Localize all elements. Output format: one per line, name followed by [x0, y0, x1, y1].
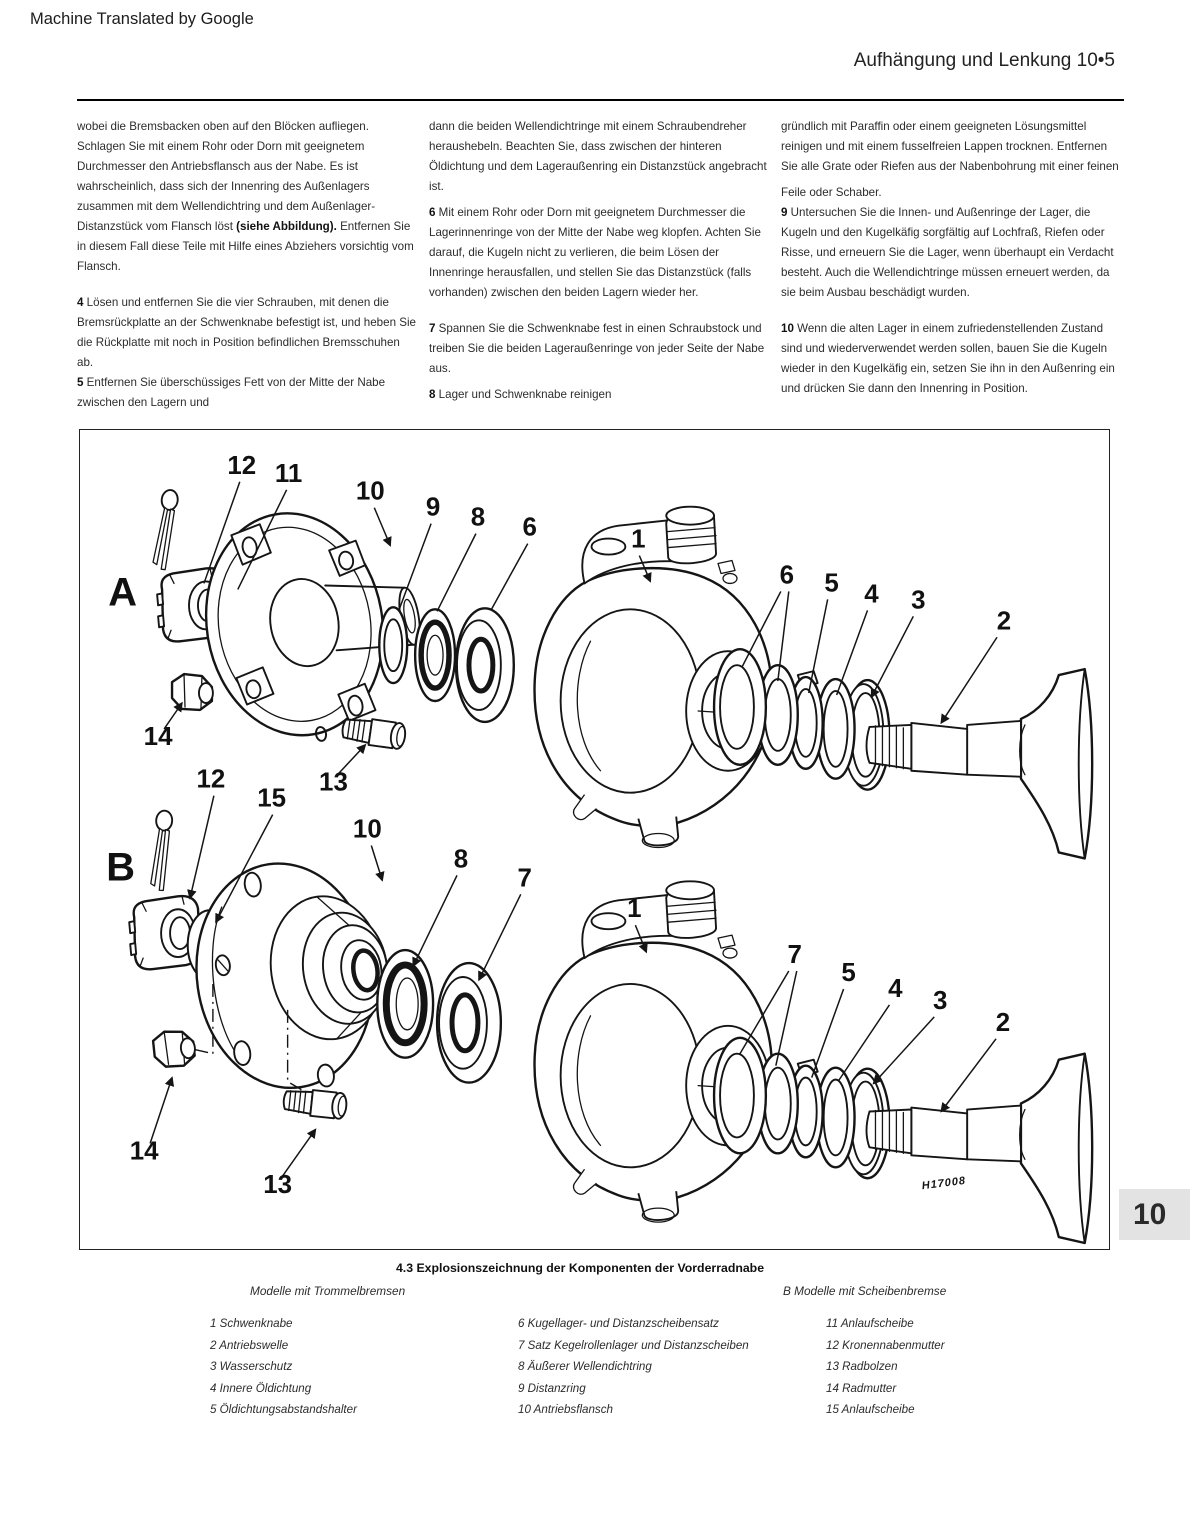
spacer-ring-a	[379, 607, 407, 683]
variant-a-assembly	[108, 489, 1092, 858]
callout-number: 13	[263, 1171, 293, 1200]
legend-item: 10 Antriebsflansch	[518, 1403, 613, 1416]
legend-item: 6 Kugellager- und Distanzscheibensatz	[518, 1317, 719, 1330]
legend-item: 9 Distanzring	[518, 1381, 586, 1395]
outer-seal-b	[377, 950, 433, 1058]
legend-item: 14 Radmutter	[826, 1381, 897, 1395]
legend-item: 4 Innere Öldichtung	[210, 1381, 312, 1395]
paragraph: 8 Lager und Schwenknabe reinigen	[429, 388, 612, 401]
text-column-1	[77, 117, 417, 413]
callout-number: 10	[355, 477, 385, 506]
callout-number: 1	[627, 895, 642, 924]
page-title: Aufhängung und Lenkung 10•5	[853, 50, 1115, 71]
legend-item: 3 Wasserschutz	[210, 1360, 293, 1373]
variant-caption-left: Modelle mit Trommelbremsen	[250, 1284, 406, 1298]
callout-number: 8	[453, 845, 469, 874]
legend-column-1	[210, 1312, 357, 1420]
header-rule	[77, 99, 1124, 101]
legend-column-3	[826, 1312, 945, 1420]
callout-number: 4	[864, 580, 879, 609]
callout-number: 7	[517, 864, 532, 893]
wheel-nut-b	[152, 1029, 196, 1069]
variant-b-label: B	[106, 845, 136, 890]
variant-caption-right: B Modelle mit Scheibenbremse	[783, 1284, 947, 1298]
callout-number: 10	[352, 815, 382, 844]
outer-seal-a	[415, 609, 455, 701]
cotter-pin-b	[150, 810, 172, 891]
legend-column-2	[518, 1312, 749, 1420]
callout-number: 9	[425, 493, 441, 522]
callout-number: 5	[824, 569, 839, 598]
hub-flange-b	[182, 850, 402, 1102]
callout-number: 7	[787, 941, 802, 970]
wheel-nut-a	[172, 674, 213, 710]
wheel-stud-a	[341, 715, 407, 749]
callout-number: 1	[631, 525, 646, 554]
paragraph: Feile oder Schaber.	[781, 186, 882, 199]
legend-item: 8 Äußerer Wellendichtring	[518, 1360, 652, 1373]
paragraph: 10 Wenn die alten Lager in einem zufriedenstellenden Zustand sind und wiederverwendet werden sollen, bauen Sie die Kugeln wieder in den Kugelkäfig ein, setzen Sie ihn in den Außenring ein und drücken Sie dann den Innenring in Position.	[781, 322, 1115, 395]
callout-number: 4	[888, 974, 903, 1003]
drive-shaft-a	[867, 669, 1093, 858]
legend-item: 7 Satz Kegelrollenlager und Distanzscheiben	[518, 1338, 749, 1352]
paragraph: 7 Spannen Sie die Schwenknabe fest in einen Schraubstock und treiben Sie die beiden Lageraußenringe von jeder Seite der Nabe aus.	[429, 322, 765, 375]
wheel-stud-b	[282, 1087, 347, 1119]
paragraph: gründlich mit Paraffin oder einem geeigneten Lösungsmittel reinigen und mit einem fusselfreien Lappen trocknen. Entfernen Sie alle Grate oder Riefen aus der Nabenbohrung mit einer feinen	[781, 120, 1119, 173]
figure-4-3-exploded-diagram	[79, 429, 1110, 1250]
callout-number: 12	[196, 765, 226, 794]
legend-item: 2 Antriebswelle	[210, 1338, 289, 1352]
figure-caption: 4.3 Explosionszeichnung der Komponenten der Vorderradnabe	[395, 1261, 765, 1275]
callout-number: 5	[841, 958, 856, 987]
text-column-3	[781, 117, 1121, 399]
cotter-pin-a	[152, 489, 179, 570]
machine-translated-note: Machine Translated by Google	[30, 10, 254, 28]
paragraph: dann die beiden Wellendichtringe mit einem Schraubendreher heraushebeln. Beachten Sie, dass zwischen der hinteren Öldichtung und dem Lageraußenring ein Distanzstück angebracht ist.	[429, 120, 767, 193]
paragraph: 6 Mit einem Rohr oder Dorn mit geeignetem Durchmesser die Lagerinnenringe von der Mitte der Nabe weg klopfen. Achten Sie darauf, die Kugeln nicht zu verlieren, die beim Lösen der Innenringe herausfallen, und stellen Sie das Distanzstück (falls vorhanden) zwischen den beiden Lagern wieder her.	[429, 206, 761, 299]
callout-number: 2	[996, 607, 1012, 636]
callout-number: 15	[257, 784, 287, 813]
ball-bearing-a	[456, 608, 514, 722]
paragraph: wobei die Bremsbacken oben auf den Blöcken aufliegen. Schlagen Sie mit einem Rohr oder Dorn mit geeignetem Durchmesser den Antriebsflansch aus der Nabe. Es ist wahrscheinlich, dass sich der Innenring des Außenlagers zusammen mit dem Wellendichtring und dem Außenlager-Distanzstück vom Flansch löst (siehe Abbildung). Entfernen Sie in diesem Fall diese Teile mit Hilfe eines Abziehers vorsichtig vom Flansch.	[77, 120, 414, 273]
legend-item: 1 Schwenknabe	[210, 1317, 293, 1330]
drive-shaft-b	[867, 1054, 1093, 1243]
legend-item: 11 Anlaufscheibe	[826, 1317, 914, 1330]
page-number-tab: 10	[1119, 1189, 1190, 1240]
exploded-diagram-svg	[80, 430, 1108, 1248]
variant-a-label: A	[108, 570, 138, 615]
variant-b-assembly	[106, 810, 1092, 1243]
legend-item: 12 Kronennabenmutter	[826, 1338, 945, 1352]
paragraph: 9 Untersuchen Sie die Innen- und Außenringe der Lager, die Kugeln und den Kugelkäfig sorgfältig auf Lochfraß, Riefen oder Risse, und erneuern Sie die Lager, wenn überhaupt ein Verdacht besteht. Auch die Wellendichtringe müssen erneuert werden, da sie beim Ausbau beschädigt wurden.	[781, 206, 1114, 299]
callout-number: 12	[227, 451, 257, 480]
callout-number: 3	[911, 586, 926, 615]
legend-item: 5 Öldichtungsabstandshalter	[210, 1403, 357, 1416]
callout-number: 11	[274, 459, 303, 488]
callout-number: 6	[779, 561, 794, 590]
callout-number: 14	[129, 1137, 159, 1166]
callout-number: 13	[319, 768, 348, 797]
legend-item: 15 Anlaufscheibe	[826, 1403, 915, 1416]
text-column-2	[429, 117, 769, 405]
callout-number: 2	[995, 1008, 1011, 1037]
callout-number: 8	[470, 503, 486, 532]
paragraph: 5 Entfernen Sie überschüssiges Fett von der Mitte der Nabe zwischen den Lagern und	[77, 376, 386, 409]
legend-item: 13 Radbolzen	[826, 1360, 898, 1373]
callout-number: 6	[522, 513, 537, 542]
paragraph: 4 Lösen und entfernen Sie die vier Schrauben, mit denen die Bremsrückplatte an der Schwenknabe befestigt ist, und heben Sie die Rückplatte mit noch in Position befindlichen Bremsschuhen ab.	[77, 296, 416, 369]
drawing-marking: H17008	[921, 1174, 967, 1193]
taper-bearing-b	[437, 963, 501, 1083]
callout-number: 14	[143, 722, 173, 751]
callout-number: 3	[933, 986, 948, 1015]
